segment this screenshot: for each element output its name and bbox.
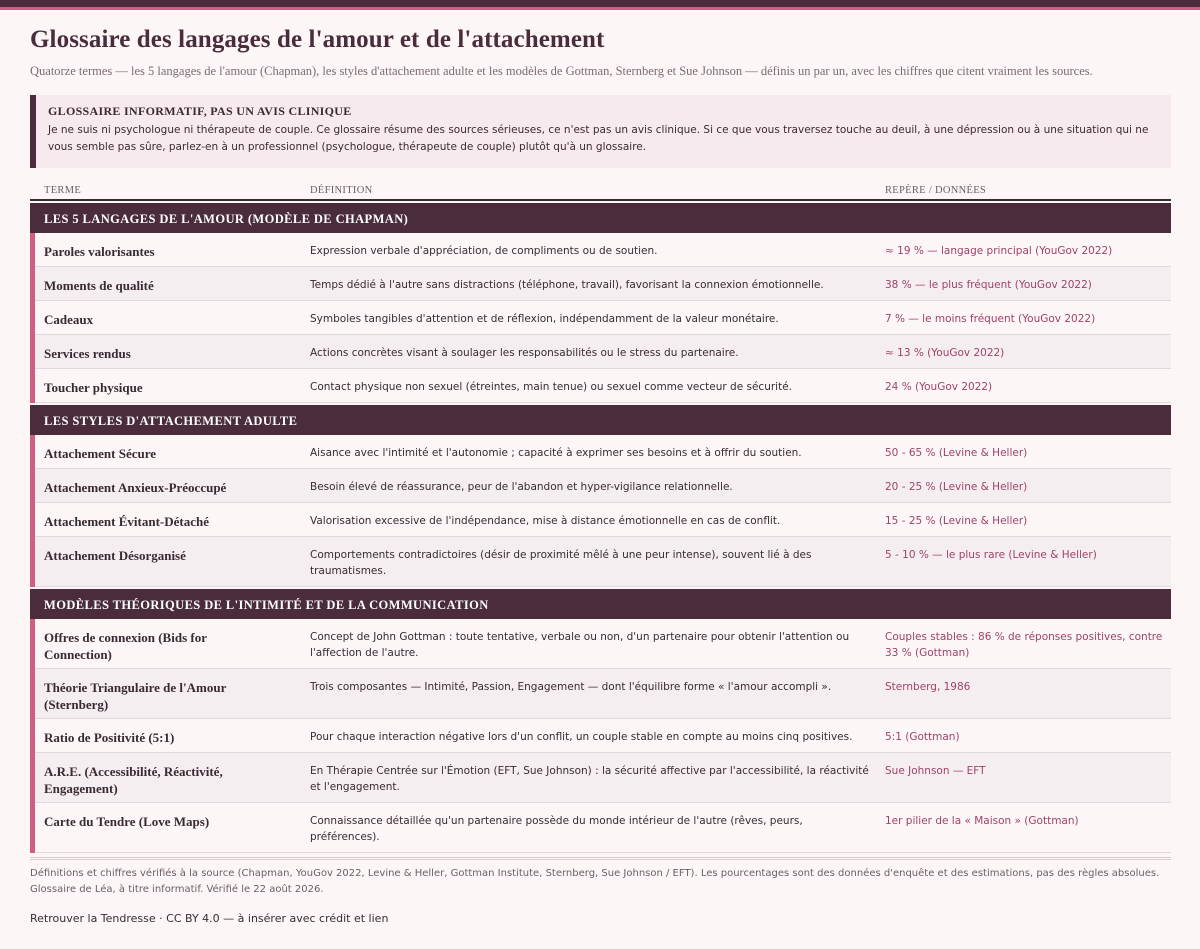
section-rows-attachment-styles [30, 435, 1171, 587]
term-cell: Attachement Sécure [44, 446, 157, 461]
data-cell: 7 % — le moins fréquent (YouGov 2022) [885, 313, 1096, 325]
section-rows-theoretical-models [30, 619, 1171, 853]
term-cell: Théorie Triangulaire de l'Amour (Sternberg) [44, 680, 227, 712]
term-cell: Moments de qualité [44, 278, 154, 293]
page-title: Glossaire des langages de l'amour et de l'attachement [30, 26, 605, 53]
source-footnote: Définitions et chiffres vérifiés à la source (Chapman, YouGov 2022, Levine & Heller, Gottman Institute, Sternberg, Sue Johnson / EFT). Les pourcentages sont des données d'enquête et des estimations, pas des règles absolues. Glossaire de Léa, à titre informatif. Vérifié le 22 août 2026. [30, 857, 1171, 898]
term-cell: Offres de connexion (Bids for Connection) [44, 630, 207, 662]
section-header-love-languages: LES 5 LANGAGES DE L'AMOUR (MODÈLE DE CHAPMAN) [30, 203, 1171, 233]
definition-cell: Concept de John Gottman : toute tentative, verbale ou non, d'un partenaire pour obtenir l'attention ou l'affection de l'autre. [310, 631, 850, 659]
data-cell: 15 - 25 % (Levine & Heller) [885, 515, 1028, 527]
term-cell: Cadeaux [44, 312, 94, 327]
data-cell: 20 - 25 % (Levine & Heller) [885, 481, 1028, 493]
term-cell: Services rendus [44, 346, 131, 361]
definition-cell: Pour chaque interaction négative lors d'un conflit, un couple stable en compte au moins cinq positives. [310, 731, 853, 743]
table-row [35, 719, 1171, 753]
disclaimer-text: Je ne suis ni psychologue ni thérapeute de couple. Ce glossaire résume des sources sérieuses, ce n'est pas un avis clinique. Si ce que vous traversez touche au deuil, à une dépression ou à une situation qui ne vous semble pas sûre, parlez-en à un professionnel (psychologue, thérapeute de couple) plutôt qu'à un glossaire. [48, 124, 1149, 153]
definition-cell: Aisance avec l'intimité et l'autonomie ; capacité à exprimer ses besoins et à offrir du soutien. [310, 447, 802, 459]
table-row [35, 753, 1171, 803]
data-cell: ≈ 19 % — langage principal (YouGov 2022) [885, 245, 1113, 257]
top-accent-bar [0, 0, 1200, 7]
data-cell: 5:1 (Gottman) [885, 731, 960, 743]
definition-cell: En Thérapie Centrée sur l'Émotion (EFT, Sue Johnson) : la sécurité affective par l'accessibilité, la réactivité et l'engagement. [310, 765, 869, 793]
table-row [35, 503, 1171, 537]
definition-cell: Temps dédié à l'autre sans distractions (téléphone, travail), favorisant la connexion émotionnelle. [310, 279, 824, 291]
term-cell: Attachement Désorganisé [44, 548, 186, 563]
disclaimer-box [30, 95, 1171, 168]
term-cell: Attachement Anxieux-Préoccupé [44, 480, 227, 495]
term-cell: Attachement Évitant-Détaché [44, 514, 209, 529]
term-cell: Toucher physique [44, 380, 143, 395]
definition-cell: Valorisation excessive de l'indépendance, mise à distance émotionnelle en cas de conflit. [310, 515, 781, 527]
data-cell: 38 % — le plus fréquent (YouGov 2022) [885, 279, 1092, 291]
term-cell: A.R.E. (Accessibilité, Réactivité, Engagement) [44, 764, 223, 796]
term-cell: Carte du Tendre (Love Maps) [44, 814, 210, 829]
data-cell: Couples stables : 86 % de réponses positives, contre 33 % (Gottman) [885, 631, 1163, 659]
definition-cell: Contact physique non sexuel (étreintes, main tenue) ou sexuel comme vecteur de sécurité. [310, 381, 792, 393]
definition-cell: Besoin élevé de réassurance, peur de l'abandon et hyper-vigilance relationnelle. [310, 481, 733, 493]
table-row [35, 469, 1171, 503]
table-header [30, 180, 1171, 201]
definition-cell: Symboles tangibles d'attention et de réflexion, indépendamment de la valeur monétaire. [310, 313, 779, 325]
data-cell: 5 - 10 % — le plus rare (Levine & Heller) [885, 549, 1097, 561]
data-cell: Sternberg, 1986 [885, 681, 971, 693]
table-row [35, 669, 1171, 719]
table-row [35, 267, 1171, 301]
term-cell: Paroles valorisantes [44, 244, 155, 259]
column-header-definition: DÉFINITION [310, 185, 373, 196]
disclaimer-title: GLOSSAIRE INFORMATIF, PAS UN AVIS CLINIQUE [48, 104, 352, 118]
table-row [35, 233, 1171, 267]
definition-cell: Trois composantes — Intimité, Passion, Engagement — dont l'équilibre forme « l'amour accompli ». [310, 681, 832, 693]
table-row [35, 435, 1171, 469]
table-row [35, 301, 1171, 335]
term-cell: Ratio de Positivité (5:1) [44, 730, 175, 745]
column-header-term: TERME [44, 185, 82, 196]
table-row [35, 335, 1171, 369]
section-header-theoretical-models: MODÈLES THÉORIQUES DE L'INTIMITÉ ET DE LA COMMUNICATION [30, 589, 1171, 619]
data-cell: 1er pilier de la « Maison » (Gottman) [885, 815, 1079, 827]
section-header-attachment-styles: LES STYLES D'ATTACHEMENT ADULTE [30, 405, 1171, 435]
table-row [35, 619, 1171, 669]
data-cell: Sue Johnson — EFT [885, 765, 986, 777]
table-row [35, 537, 1171, 587]
table-row [35, 803, 1171, 853]
data-cell: ≈ 13 % (YouGov 2022) [885, 347, 1005, 359]
definition-cell: Connaissance détaillée qu'un partenaire possède du monde intérieur de l'autre (rêves, peurs, préférences). [310, 815, 803, 843]
data-cell: 50 - 65 % (Levine & Heller) [885, 447, 1028, 459]
table-row [35, 369, 1171, 403]
column-header-data: REPÈRE / DONNÉES [885, 185, 987, 196]
definition-cell: Actions concrètes visant à soulager les responsabilités ou le stress du partenaire. [310, 347, 739, 359]
data-cell: 24 % (YouGov 2022) [885, 381, 993, 393]
definition-cell: Expression verbale d'appréciation, de compliments ou de soutien. [310, 245, 658, 257]
page-subtitle: Quatorze termes — les 5 langages de l'amour (Chapman), les styles d'attachement adulte et les modèles de Gottman, Sternberg et Sue Johnson — définis un par un, avec les chiffres que citent vraiment les sources. [30, 64, 1093, 78]
credit-line: Retrouver la Tendresse · CC BY 4.0 — à insérer avec crédit et lien [30, 912, 389, 925]
page-content [30, 10, 1171, 925]
section-rows-love-languages [30, 233, 1171, 403]
definition-cell: Comportements contradictoires (désir de proximité mêlé à une peur intense), souvent lié à des traumatismes. [310, 549, 812, 577]
